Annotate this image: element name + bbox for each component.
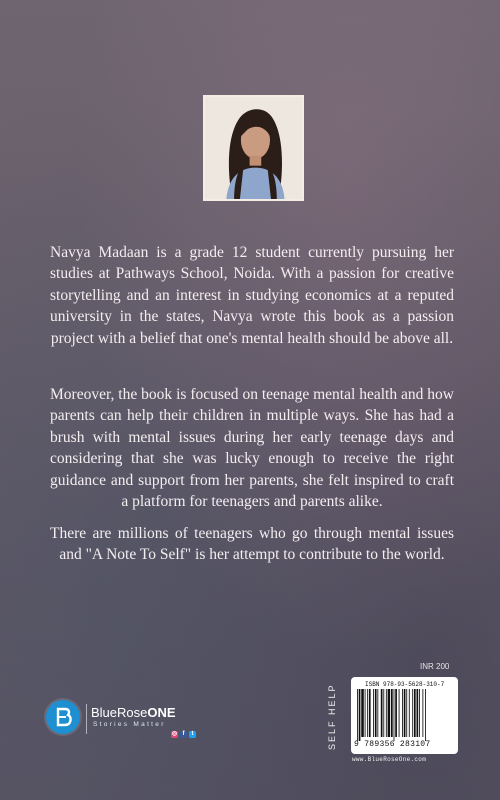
isbn-digits: 9 789356 283107	[354, 740, 431, 749]
bio-paragraph-3: There are millions of teenagers who go through mental issues and "A Note To Self" is her attempt to contribute to the world.	[50, 524, 454, 564]
publisher-tagline: Stories Matter	[93, 721, 166, 728]
genre-label: SELF HELP	[327, 683, 337, 751]
publisher-website: www.BlueRoseOne.com	[352, 756, 427, 763]
social-icons	[171, 731, 196, 739]
publisher-name	[91, 705, 176, 720]
bio-paragraph-1: Navya Madaan is a grade 12 student currently pursuing her studies at Pathways School, Noida. With a passion for creative storytelling and an interest in studying economics at a reputed university in the states, Navya wrote this book as a passion project with a belief that one's mental health should be above all.	[50, 243, 454, 347]
publisher-logo-icon	[46, 700, 80, 734]
instagram-icon: ◎	[171, 731, 178, 737]
barcode-bars	[357, 689, 452, 741]
twitter-icon: t	[189, 731, 196, 738]
isbn-label: ISBN 978-93-5628-310-7	[365, 681, 445, 688]
publisher-name-prefix: BlueRose	[91, 705, 148, 720]
facebook-icon: f	[180, 731, 187, 738]
price-label: INR 200	[420, 662, 450, 671]
barcode	[351, 677, 458, 754]
publisher-name-suffix: ONE	[147, 705, 176, 720]
bio-paragraph-2: Moreover, the book is focused on teenage mental health and how parents can help their children in multiple ways. She has had a brush with mental issues during her early teenage days and considering that she was lucky enough to receive the right guidance and support from her parents, she felt inspired to craft a platform for teenagers and parents alike.	[50, 385, 454, 511]
logo-divider	[86, 704, 87, 734]
author-photo	[203, 95, 304, 201]
